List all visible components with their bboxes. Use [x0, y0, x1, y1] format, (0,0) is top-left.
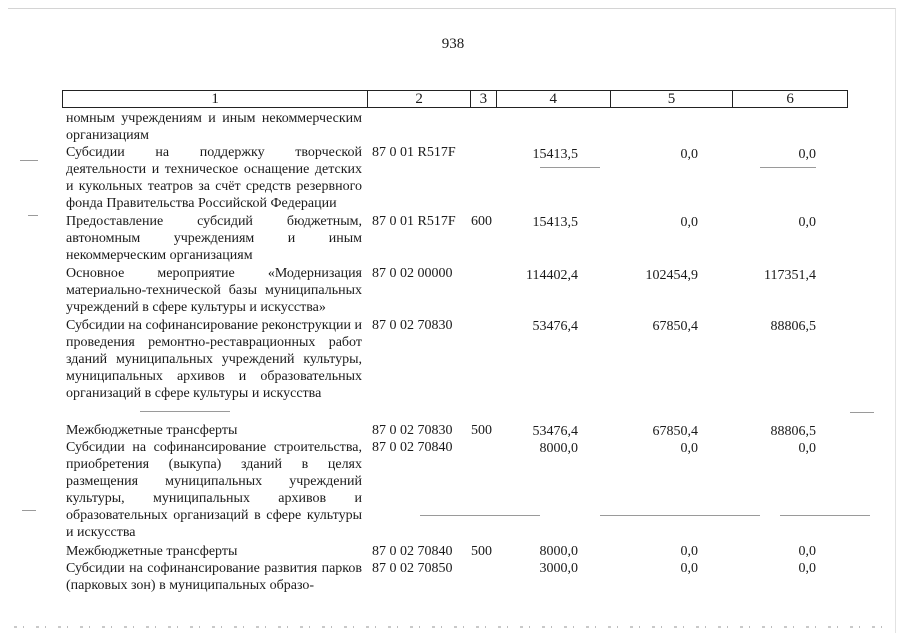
row-description: Основное мероприятие «Модернизация материально-технической базы муниципальных учреждений в сфере культуры и искусства» [66, 266, 362, 315]
row-code: 87 0 01 R517F [372, 145, 456, 160]
row-code: 87 0 01 R517F [372, 214, 456, 229]
row-value-col4: 3000,0 [539, 561, 578, 576]
header-col-2: 2 [368, 91, 471, 107]
scan-speck [540, 167, 600, 168]
row-value-col4: 53476,4 [532, 424, 578, 439]
table-header [62, 90, 848, 108]
row-value-col6: 88806,5 [770, 424, 816, 439]
row-description: Межбюджетные трансферты [66, 423, 238, 438]
row-description: Субсидии на софинансирование реконструкции и проведения ремонтно-реставрационных работ зданий муниципальных учреждений культуры, муниципальных архивов и образовательных организаций в сфере культуры и искусства [66, 318, 362, 401]
row-value-col5: 0,0 [680, 544, 698, 559]
row-code: 87 0 02 70840 [372, 544, 453, 559]
row-value-col4: 53476,4 [532, 319, 578, 334]
scan-edge-noise [14, 626, 894, 628]
row-value-col4: 8000,0 [539, 441, 578, 456]
row-value-col6: 0,0 [798, 544, 816, 559]
header-col-1: 1 [63, 91, 368, 107]
scan-speck [28, 215, 38, 216]
row-description: Предоставление субсидий бюджетным, автономным учреждениям и иным некоммерческим организациям [66, 214, 362, 263]
row-description: номным учреждениям и иным некоммерческим организациям [66, 111, 362, 143]
row-group: 600 [471, 214, 492, 229]
row-value-col5: 67850,4 [652, 319, 698, 334]
scan-speck [20, 160, 38, 161]
row-value-col4: 15413,5 [532, 147, 578, 162]
row-value-col6: 0,0 [798, 147, 816, 162]
row-description: Субсидии на софинансирование строительства, приобретения (выкупа) зданий в целях размещения муниципальных учреждений культуры, муниципальных архивов и образовательных организаций в сфере культуры и искусства [66, 440, 362, 540]
row-code: 87 0 02 70850 [372, 561, 453, 576]
row-value-col4: 8000,0 [539, 544, 578, 559]
row-value-col6: 88806,5 [770, 319, 816, 334]
row-group: 500 [471, 423, 492, 438]
row-description: Субсидии на софинансирование развития парков (парковых зон) в муниципальных образо- [66, 561, 362, 593]
header-col-6: 6 [786, 91, 794, 107]
row-value-col6: 117351,4 [764, 268, 816, 283]
header-col-4: 4 [497, 91, 611, 107]
scan-speck [760, 167, 816, 168]
row-value-col6: 0,0 [798, 441, 816, 456]
scan-speck [22, 510, 36, 511]
scan-speck [420, 515, 540, 516]
row-group: 500 [471, 544, 492, 559]
row-code: 87 0 02 70830 [372, 423, 453, 438]
row-description: Межбюджетные трансферты [66, 544, 238, 559]
scan-speck [600, 515, 760, 516]
row-value-col5: 0,0 [680, 147, 698, 162]
row-value-col5: 0,0 [680, 441, 698, 456]
row-description: Субсидии на поддержку творческой деятельности и техническое оснащение детских и кукольных театров за счёт средств резервного фонда Правительства Российской Федерации [66, 145, 362, 211]
scan-speck [140, 411, 230, 412]
page-number: 938 [441, 36, 465, 52]
scan-speck [850, 412, 874, 413]
row-value-col5: 0,0 [680, 561, 698, 576]
row-value-col4: 15413,5 [532, 215, 578, 230]
row-value-col5: 67850,4 [652, 424, 698, 439]
row-code: 87 0 02 70830 [372, 318, 453, 333]
header-col-5: 5 [611, 91, 734, 107]
row-value-col6: 0,0 [798, 561, 816, 576]
row-code: 87 0 02 00000 [372, 266, 453, 281]
header-col-3: 3 [471, 91, 497, 107]
row-value-col4: 114402,4 [526, 268, 578, 283]
row-code: 87 0 02 70840 [372, 440, 453, 455]
row-value-col5: 0,0 [680, 215, 698, 230]
scan-speck [780, 515, 870, 516]
row-value-col6: 0,0 [798, 215, 816, 230]
row-value-col5: 102454,9 [645, 268, 698, 283]
